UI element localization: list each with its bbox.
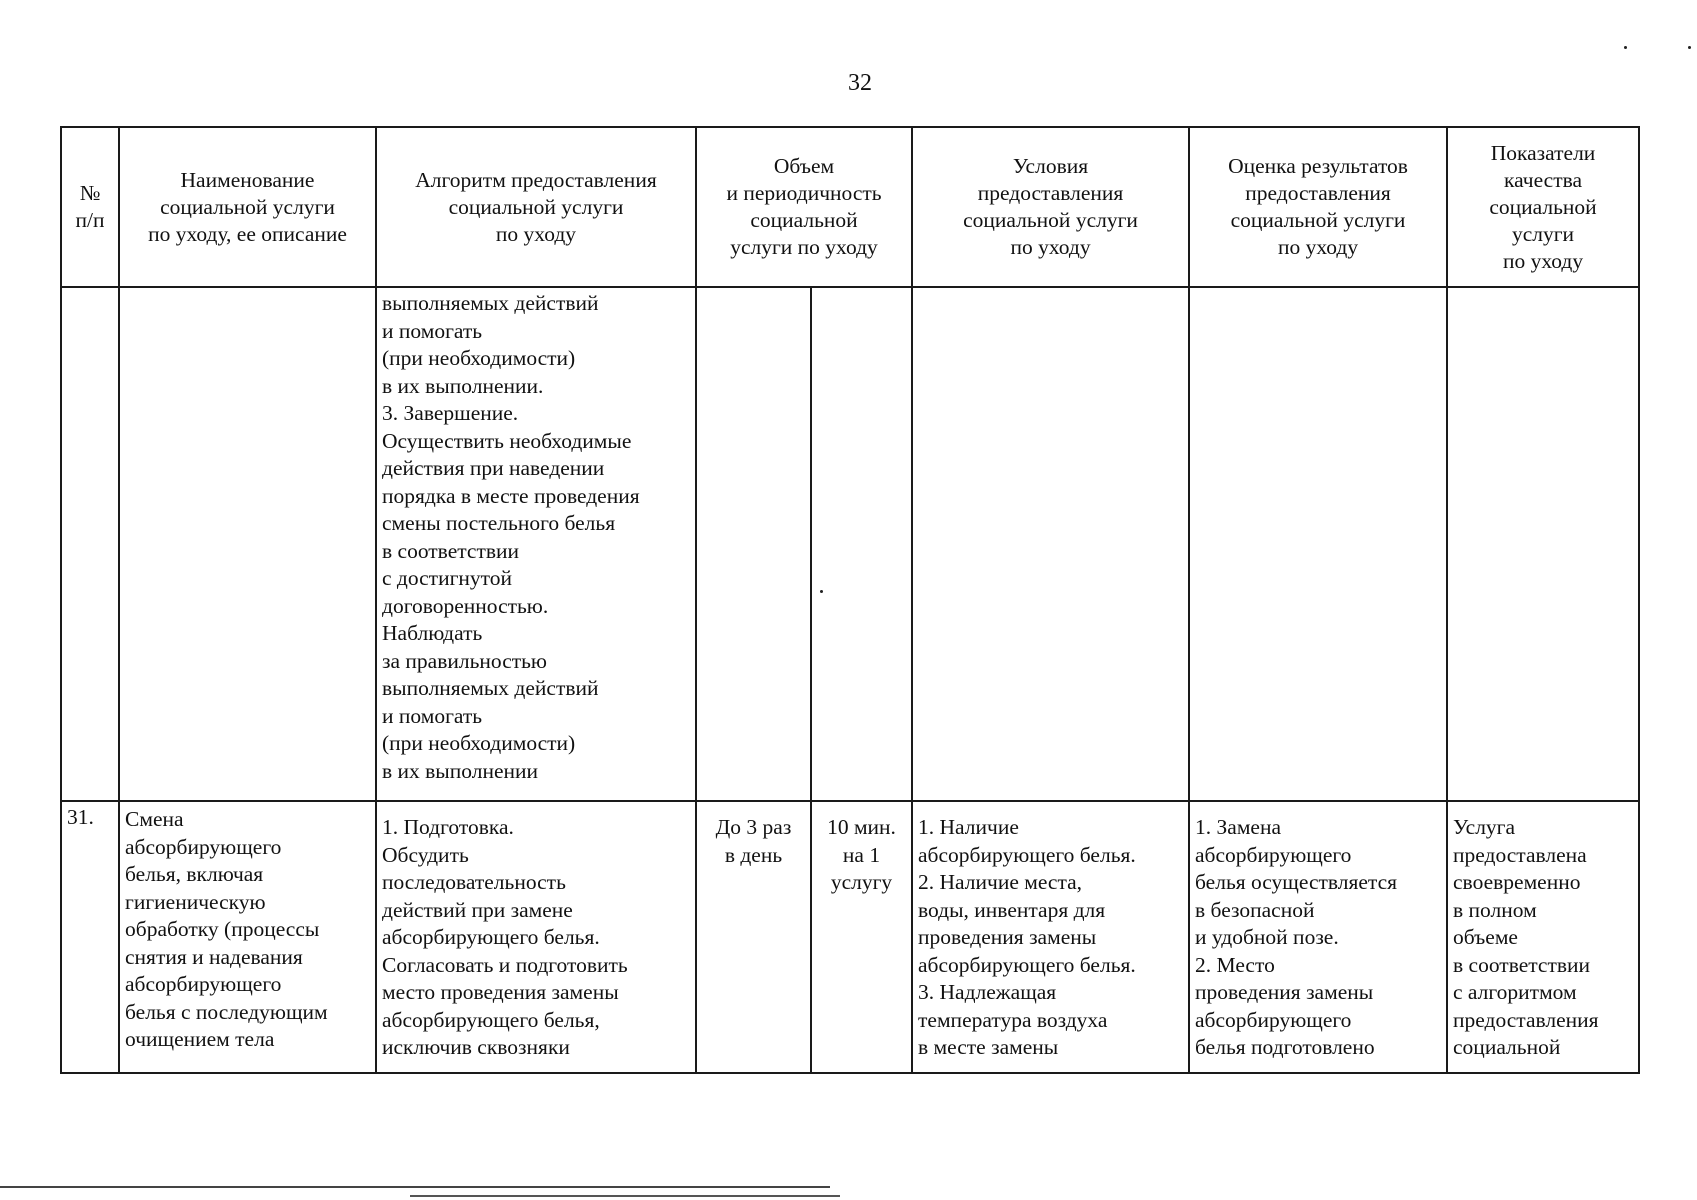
cell-line: 10 мин. [827, 815, 896, 839]
header-conditions [912, 127, 1189, 287]
cell-line: абсорбирующего [1195, 842, 1352, 867]
cell-line: 2. Наличие места, [918, 870, 1083, 894]
table-row-31 [61, 801, 1639, 1073]
header-row [61, 127, 1639, 287]
cell-line: температура воздуха [918, 1007, 1108, 1032]
cell-line: смены постельного белья [382, 511, 616, 535]
row31-name [119, 801, 376, 1073]
cell-line: абсорбирующего белья. [918, 842, 1136, 867]
header-quality [1447, 127, 1639, 287]
cell-line: Смена [125, 807, 184, 831]
cell-line: социальной услуги [1230, 208, 1406, 232]
header-num [61, 127, 119, 287]
cell-line: абсорбирующего [125, 834, 282, 859]
cont-num-cell [61, 287, 119, 801]
cell-line: Алгоритм предоставления [415, 167, 657, 192]
cell-line: социальной [750, 208, 858, 232]
cell-line: по уходу [1010, 235, 1091, 259]
row31-quality [1447, 801, 1639, 1073]
cell-line: и помогать [382, 703, 483, 728]
cell-line: по уходу [495, 221, 577, 246]
cell-line: Наименование [180, 167, 315, 192]
cont-quality-cell [1447, 287, 1639, 801]
cell-line: проведения замены [1195, 980, 1374, 1004]
cell-line: 1. Наличие [918, 815, 1019, 839]
cont-assessment-cell [1189, 287, 1447, 801]
cell-line: с достигнутой [382, 566, 513, 590]
cell-line: белья с последующим [125, 999, 328, 1024]
cell-line: Наблюдать [382, 621, 483, 645]
cell-line: 1. Подготовка. [382, 815, 514, 839]
cell-line: социальной услуги [963, 208, 1138, 232]
header-volume [696, 127, 912, 287]
cell-line: 2. Место [1195, 952, 1275, 977]
bottom-rule [0, 1186, 830, 1188]
cell-line: абсорбирующего белья. [918, 952, 1136, 977]
row31-periodicity [811, 801, 912, 1073]
cell-line: предоставления [1453, 1007, 1599, 1032]
header-name [119, 127, 376, 287]
cell-line: проведения замены [918, 925, 1097, 949]
cell-line: услугу [830, 870, 893, 894]
cell-line: белья, включая [125, 862, 264, 886]
cell-line: гигиеническую [125, 889, 266, 914]
cell-line: исключив сквозняки [382, 1035, 570, 1059]
cell-line: абсорбирующего белья. [382, 925, 600, 949]
cont-algorithm-cell [376, 287, 696, 801]
cell-line: № [79, 181, 101, 205]
bottom-rule [410, 1195, 840, 1197]
cell-line: абсорбирующего белья, [382, 1007, 600, 1032]
page-number: 32 [848, 70, 872, 96]
cell-line: и периодичность [726, 181, 882, 205]
cell-line: Условия [1012, 154, 1089, 178]
cell-line: социальной [1489, 194, 1597, 219]
cont-name-cell [119, 287, 376, 801]
cell-line: услуги [1511, 221, 1575, 246]
cell-line: очищением тела [125, 1027, 275, 1051]
cell-line: Обсудить [382, 842, 469, 867]
cell-line: своевременно [1453, 870, 1581, 894]
cell-line: Услуга [1453, 815, 1516, 839]
services-table [60, 126, 1640, 1074]
cell-line: качества [1503, 167, 1583, 192]
cell-line: Показатели [1490, 140, 1596, 165]
cell-line: Согласовать и подготовить [382, 952, 628, 977]
cell-line: социальной услуги [160, 194, 335, 219]
cell-line: белья осуществляется [1195, 870, 1397, 894]
cell-line: и помогать [382, 318, 483, 343]
cell-line: в месте замены [918, 1035, 1059, 1059]
cell-line: абсорбирующего [125, 972, 282, 996]
cell-line: объеме [1453, 925, 1518, 949]
cell-line: в полном [1453, 897, 1537, 922]
row31-volume [696, 801, 811, 1073]
cell-line: действий при замене [382, 897, 573, 922]
cell-line: по уходу [1502, 248, 1584, 273]
cell-line: по уходу [1277, 235, 1359, 259]
cell-line: абсорбирующего [1195, 1007, 1352, 1032]
cell-line: (при необходимости) [382, 731, 576, 755]
cell-line: на 1 [842, 842, 881, 867]
cell-line: в их выполнении [382, 758, 539, 783]
cell-line: по уходу, ее описание [148, 221, 347, 246]
cont-volume-cell [696, 287, 811, 801]
cell-line: с алгоритмом [1453, 980, 1577, 1004]
cell-line: п/п [75, 208, 105, 232]
cell-line: действия при наведении [382, 456, 605, 480]
cell-line: (при необходимости) [382, 346, 576, 370]
cell-line: и удобной позе. [1195, 925, 1339, 949]
cell-line: выполняемых действий [382, 291, 599, 315]
cell-line: место проведения замены [382, 980, 619, 1004]
cell-line: договоренностью. [382, 593, 549, 618]
cell-line: предоставления [1245, 181, 1391, 205]
cont-conditions-cell [912, 287, 1189, 801]
cell-line: 1. Замена [1195, 815, 1282, 839]
cell-line: Осуществить необходимые [382, 428, 632, 453]
cell-line: воды, инвентаря для [918, 897, 1106, 922]
row31-conditions [912, 801, 1189, 1073]
cell-line: за правильностью [382, 648, 547, 673]
cell-line: услуги по уходу [730, 235, 878, 259]
cell-line: 3. Завершение. [382, 401, 519, 425]
cell-line: социальной услуги [448, 194, 624, 219]
cell-line: Оценка результатов [1228, 154, 1408, 178]
header-algorithm [376, 127, 696, 287]
scan-speck [1624, 46, 1627, 49]
cell-line: в соответствии [1453, 952, 1591, 977]
cell-line: предоставлена [1453, 842, 1587, 867]
row31-number: 31. [61, 801, 119, 1073]
cell-line: последовательность [382, 870, 566, 894]
cell-line: порядка в месте проведения [382, 483, 640, 508]
row31-algorithm [376, 801, 696, 1073]
cell-line: снятия и надевания [125, 944, 303, 969]
cont-periodicity-cell [811, 287, 912, 801]
cell-line: выполняемых действий [382, 676, 599, 700]
cell-line: 3. Надлежащая [918, 980, 1057, 1004]
row31-assessment [1189, 801, 1447, 1073]
continuation-row [61, 287, 1639, 801]
cell-line: Объем [773, 154, 835, 178]
header-assessment [1189, 127, 1447, 287]
cell-line: белья подготовлено [1195, 1035, 1375, 1059]
cell-line: социальной [1453, 1035, 1561, 1059]
cell-line: обработку (процессы [125, 917, 320, 941]
cell-line: в день [724, 842, 783, 867]
cell-line: в безопасной [1195, 897, 1315, 922]
cell-line: в соответствии [382, 538, 520, 563]
cell-line: в их выполнении. [382, 373, 544, 398]
scan-speck [1688, 46, 1691, 49]
cell-line: предоставления [977, 181, 1124, 205]
cell-line: До 3 раз [715, 815, 792, 839]
